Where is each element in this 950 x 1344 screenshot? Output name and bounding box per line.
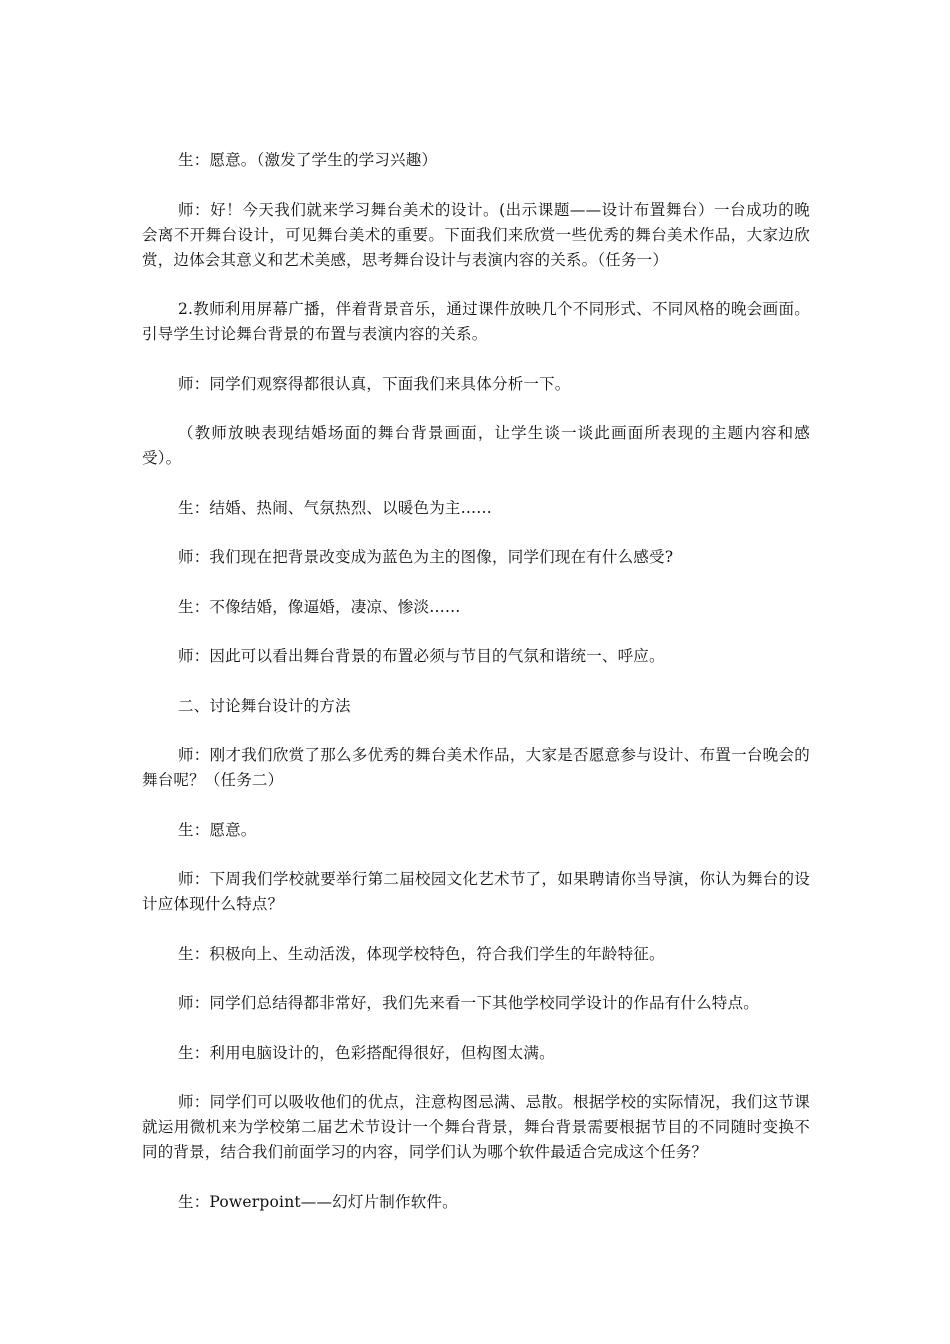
paragraph: 师：同学们观察得都很认真，下面我们来具体分析一下。 xyxy=(178,374,571,393)
paragraph: 生：不像结婚，像逼婚，凄凉、惨淡…… xyxy=(178,597,461,616)
paragraph: 师：好！今天我们就来学习舞台美术的设计。(出示课题——设计布置舞台）一台成功的晚会离不开舞台设计，可见舞台美术的重要。下面我们来欣赏一些优秀的舞台美术作品，大家边欣赏，边体会其意义和艺术美感，思考舞台设计与表演内容的关系。（任务一） xyxy=(142,200,810,269)
paragraph: 生：积极向上、生动活泼，体现学校特色，符合我们学生的年龄特征。 xyxy=(178,944,665,963)
section-heading: 二、讨论舞台设计的方法 xyxy=(178,696,351,715)
paragraph: 师：我们现在把背景改变成为蓝色为主的图像，同学们现在有什么感受? xyxy=(178,548,674,566)
paragraph: 师：刚才我们欣赏了那么多优秀的舞台美术作品，大家是否愿意参与设计、布置一台晚会的舞台呢？（任务二） xyxy=(142,746,810,789)
paragraph: 师：同学们可以吸收他们的优点，注意构图忌满、忌散。根据学校的实际情况，我们这节课就运用微机来为学校第二届艺术节设计一个舞台背景，舞台背景需要根据节目的不同随时变换不同的背景，结合我们前面学习的内容，同学们认为哪个软件最适合完成这个任务？ xyxy=(142,1093,810,1161)
paragraph: （教师放映表现结婚场面的舞台背景画面，让学生谈一谈此画面所表现的主题内容和感受）。 xyxy=(142,424,810,467)
paragraph: 生：结婚、热闹、气氛热烈、以暖色为主…… xyxy=(178,498,493,517)
document-body xyxy=(142,148,810,1239)
paragraph: 师：因此可以看出舞台背景的布置必须与节目的气氛和谐统一、呼应。 xyxy=(178,647,665,665)
paragraph: 2.教师利用屏幕广播，伴着背景音乐，通过课件放映几个不同形式、不同风格的晚会画面。引导学生讨论舞台背景的布置与表演内容的关系。 xyxy=(142,300,810,343)
paragraph: 生：愿意。（激发了学生的学习兴趣） xyxy=(178,151,438,169)
paragraph: 生：利用电脑设计的，色彩搭配得很好，但构图太满。 xyxy=(178,1043,555,1062)
paragraph: 生：愿意。 xyxy=(178,820,257,839)
paragraph: 师：下周我们学校就要举行第二届校园文化艺术节了，如果聘请你当导演，你认为舞台的设计应体现什么特点？ xyxy=(142,870,810,913)
paragraph: 生：Powerpoint——幻灯片制作软件。 xyxy=(178,1192,458,1211)
paragraph: 师：同学们总结得都非常好，我们先来看一下其他学校同学设计的作品有什么特点。 xyxy=(178,994,759,1012)
